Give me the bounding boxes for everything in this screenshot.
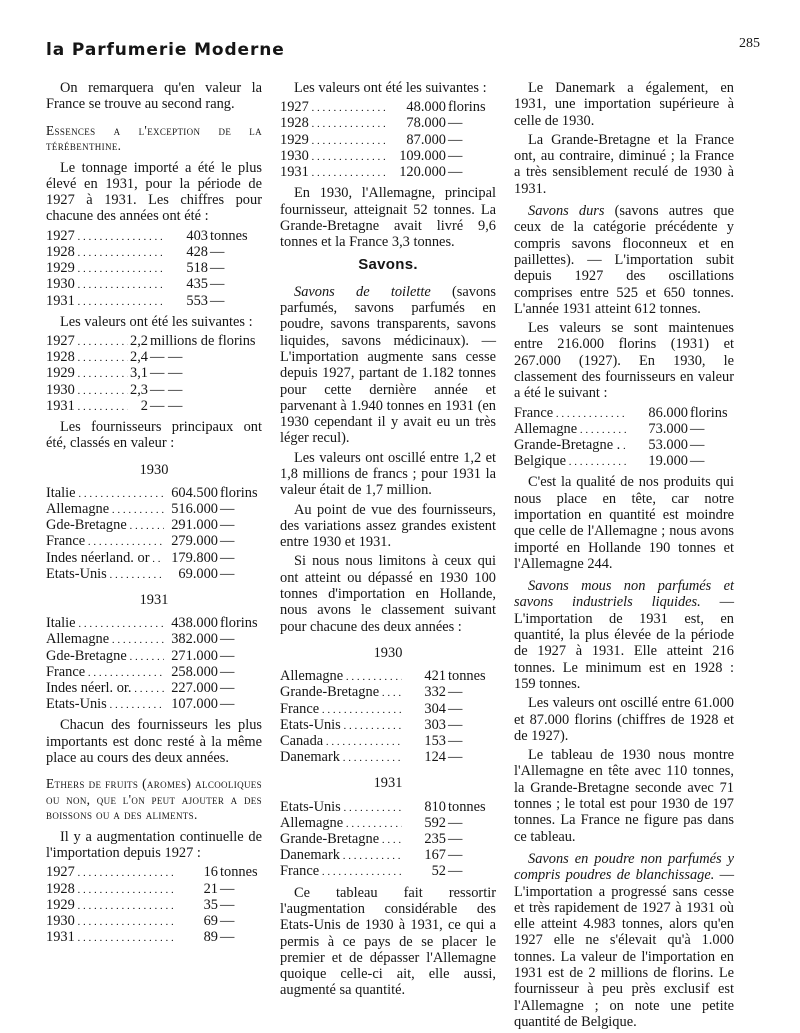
row-unit: — [448,684,463,701]
row-value: 35 [203,896,218,913]
row-value: 69.000 [178,565,218,582]
savons-mous-table-note: Le tableau de 1930 nous montre l'Allemagne en tête avec 110 tonnes, la Grande-Bretagne seconde avec 71 tonnes ; le total est pour 1930 de 197 tonnes. La France ne figure pas dans ce tableau. [514,747,734,845]
table-row [514,421,734,437]
row-unit: — — [150,381,183,398]
row-value: 435 [186,276,208,293]
table-row [46,260,262,276]
savons-heading: Savons. [358,256,418,274]
row-label: Allemagne . . . [280,815,402,831]
intro-paragraph: On remarquera qu'en valeur la France se trouve au second rang. [46,80,262,113]
row-unit: — [448,700,463,717]
row-label: Danemark . . . [280,847,402,863]
row-label: 1929 . . . [46,897,174,913]
table-row [46,501,262,517]
row-label: France . . . [514,405,628,421]
row-unit: — [220,912,235,929]
row-unit: — [448,814,463,831]
table-row [46,648,262,664]
table-row [46,485,262,501]
row-value: 21 [203,880,218,897]
table-row [46,349,262,365]
table-row [46,276,262,292]
table-row [280,749,496,765]
table-row [280,115,496,131]
savons-durs-table [514,405,734,470]
row-value: 89 [203,929,218,946]
row-unit: — [448,115,463,132]
suppliers-note: Chacun des fournisseurs les plus importants est donc resté à la même place au cours des deux années. [46,717,262,766]
row-unit: florins [220,615,258,632]
row-unit: — [448,863,463,880]
row-unit: — [220,647,235,664]
row-unit: — [220,549,235,566]
row-unit: — [210,260,225,277]
row-unit: — [220,631,235,648]
suppliers-1930-table [46,485,262,582]
table-row [46,864,262,880]
row-unit: tonnes [210,227,248,244]
page-header [46,36,760,70]
ethers-section-title: Ethers de fruits (aromes) alcooliques ou non, que l'on peut ajouter a des boissons ou a des aliments. [46,776,262,823]
row-unit: — — [150,397,183,414]
savons-toilette-paragraph [280,284,496,447]
row-value: 227.000 [171,680,218,697]
row-unit: — [220,680,235,697]
row-unit: — [220,896,235,913]
row-label: Canada . . . [280,733,402,749]
row-value: 403 [186,227,208,244]
row-value: 73.000 [648,420,688,437]
row-value: 518 [186,260,208,277]
column-1 [46,80,262,950]
row-label: Grande-Bretagne . . . [280,831,402,847]
row-unit: — [690,437,705,454]
row-unit: — [220,501,235,518]
row-label: 1931 . . . [280,164,386,180]
row-label: 1929 . . . [46,260,164,276]
row-value: 120.000 [399,164,446,181]
savons-durs-lead: Savons durs [528,203,605,220]
savons-mous-text: — L'importation de 1931 est, en quantité, la plus élevée de la période de 1927 à 1931. Elle atteint 216 tonnes. Le minimum est en 1928 : 159 tonnes. [514,594,734,692]
year-heading-1930: 1930 [139,461,169,478]
table-row [46,365,262,381]
suppliers-1931-table [46,615,262,712]
row-value: 271.000 [171,647,218,664]
savons-mous-values: Les valeurs ont oscillé entre 61.000 et 87.000 florins (chiffres de 1928 et de 1927). [514,695,734,744]
row-unit: — [220,696,235,713]
row-unit: — [220,663,235,680]
ethers-note: En 1930, l'Allemagne, principal fournisseur, atteignait 52 tonnes. La Grande-Bretagne avait livré 9,6 tonnes et la France 3,3 tonnes. [280,185,496,251]
savons-values-paragraph: Les valeurs ont oscillé entre 1,2 et 1,8 millions de francs ; pour 1931 la valeur était de 1,7 million. [280,449,496,499]
table-row [46,333,262,349]
rank-1930-table [280,668,496,765]
page-number: 285 [739,36,760,51]
row-label: 1930 . . . [46,276,164,292]
row-value: 109.000 [399,147,446,164]
row-label: 1928 . . . [280,115,386,131]
ethers-tonnage-table [46,864,262,945]
table-row [46,680,262,696]
savons-poudre-lead: Savons en poudre non parfumés y compris poudres de blanchissage. [514,850,734,884]
row-unit: — [448,831,463,848]
year-heading-1931: 1931 [139,591,169,608]
savons-durs-note: C'est la qualité de nos produits qui nous place en tête, car notre importation en quantité est moindre que celle de l'Allemagne ; nous avons importé en Hollande 190 tonnes et l'Allemagne 244. [514,474,734,572]
row-value: 179.800 [171,549,218,566]
row-label: Italie . . . [46,485,164,501]
table-row [280,733,496,749]
row-unit: tonnes [220,864,258,881]
suppliers-intro: Les fournisseurs principaux ont été, classés en valeur : [46,418,262,452]
journal-title: la Parfumerie Moderne [46,40,285,60]
row-label: Etats-Unis . . . [46,696,164,712]
table-row [280,684,496,700]
savons-closing-paragraph: Ce tableau fait ressortir l'augmentation considérable des Etats-Unis de 1930 à 1931, ce qui a permis à ce pays de se placer le premier et de dépasser l'Allemagne quoique celle-ci ait, elle aussi, augmenté sa quantité. [280,884,496,999]
row-value: 48.000 [406,99,446,116]
row-unit: — [448,733,463,749]
table-row [46,244,262,260]
table-row [46,228,262,244]
row-label: Allemagne . . . [46,501,164,517]
row-value: 87.000 [406,131,446,148]
table-row [280,99,496,115]
row-label: Indes néerl. or. . . . [46,680,164,696]
row-unit: tonnes [448,668,486,685]
table-row [280,863,496,879]
row-unit: — [220,880,235,897]
row-unit: — [210,276,225,293]
savons-suppliers-paragraph: Au point de vue des fournisseurs, des variations assez grandes existent entre 1930 et 1931. [280,501,496,551]
table-row [280,668,496,684]
row-unit: — [448,131,463,148]
row-label: Gde-Bretagne . . . [46,648,164,664]
row-unit: — [220,929,235,946]
row-value: 382.000 [171,631,218,648]
row-label: France . . . [280,701,402,717]
table-row [46,897,262,913]
row-value: 516.000 [171,501,218,518]
table-row [46,929,262,945]
table-row [280,831,496,847]
savons-limit-paragraph: Si nous nous limitons à ceux qui ont atteint ou dépassé en 1930 100 tonnes d'importation en Hollande, nous avons le classement suivant pour chacune des deux années : [280,553,496,635]
row-label: 1928 . . . [46,244,164,260]
table-row [46,664,262,680]
table-row [514,405,734,421]
row-label: Etats-Unis . . . [280,717,402,733]
row-label: 1930 . . . [46,382,128,398]
row-unit: — [448,749,463,766]
row-unit: millions de florins [150,333,256,350]
savons-durs-paragraph [514,203,734,317]
row-value: 53.000 [648,437,688,454]
savons-mous-paragraph [514,578,734,692]
row-unit: — [448,147,463,164]
column-3 [514,80,734,1033]
table-row [280,815,496,831]
row-value: 810 [424,798,446,815]
row-label: Allemagne . . . [280,668,402,684]
row-label: 1929 . . . [46,365,128,381]
row-value: 553 [186,292,208,309]
row-value: 52 [431,863,446,880]
savons-durs-values: Les valeurs se sont maintenues entre 216.000 florins (1931) et 267.000 (1927). En 1930, le classement des fournisseurs en valeur a été le suivant : [514,320,734,402]
row-unit: tonnes [448,798,486,815]
row-value: 438.000 [171,615,218,632]
table-row [280,148,496,164]
row-unit: — [448,847,463,864]
row-label: Etats-Unis . . . [46,566,164,582]
row-unit: — [220,533,235,550]
row-value: 2,4 [130,349,148,366]
table-row [280,847,496,863]
row-label: Belgique . . . [514,453,628,469]
row-label: France . . . [46,533,164,549]
row-value: 421 [424,668,446,685]
essences-paragraph: Le tonnage importé a été le plus élevé en 1931, pour la période de 1927 à 1931. Les chiffres pour chacune des années ont été : [46,159,262,225]
row-value: 124 [424,749,446,766]
essences-section-title: Essences a l'exception de la térébenthine. [46,122,262,154]
row-value: 235 [424,831,446,848]
row-value: 2,3 [130,381,148,398]
savons-poudre-text: — L'importation a progressé sans cesse et très rapidement de 1927 à 1931 où elle atteint 4.983 tonnes, alors qu'en 1927 elle ne s'élevait qu'à 1.000 tonnes. La valeur de l'importation en 1931 est de 2 millions de florins. Le fournisseur à peu près exclusif est l'Allemagne ; on note une petite quantité de Belgique. [514,867,734,1030]
row-label: 1927 . . . [280,99,386,115]
table-row [46,631,262,647]
rank-year-1930: 1930 [373,644,403,661]
row-label: Gde-Bretagne . . . [46,517,164,533]
savons-toilette-text: (savons parfumés, savons parfumés en poudre, savons transparents, savons liquides, savons médicinaux). — L'importation augmente sans cesse depuis 1927, partant de 1.182 tonnes pour cette dernière année et parvenant à 1.940 tonnes en 1931 (en 1930 cependant il y avait eu un très léger recul). [280,283,496,447]
row-label: 1931 . . . [46,929,174,945]
table-row [46,517,262,533]
column-2 [280,80,496,1002]
row-label: Allemagne . . . [46,631,164,647]
essences-values-table [46,333,262,414]
row-label: France . . . [280,863,402,879]
row-value: 291.000 [171,517,218,534]
row-value: 69 [203,912,218,929]
row-unit: florins [220,484,258,501]
savons-durs-text: (savons autres que ceux de la catégorie précédente y compris savons floconneux et en paillettes). — L'importation subit depuis 1927 des oscillations comprises entre 525 et 650 tonnes. L'année 1931 atteint 612 tonnes. [514,203,734,317]
row-value: 332 [424,684,446,701]
row-label: Etats-Unis . . . [280,799,402,815]
row-value: 86.000 [648,404,688,421]
savons-toilette-lead: Savons de toilette [294,283,431,300]
row-unit: florins [448,99,486,116]
table-row [280,717,496,733]
row-label: Indes néerland. or . . . [46,550,164,566]
row-value: 2,2 [130,333,148,350]
table-row [46,382,262,398]
row-unit: — [448,164,463,181]
table-row [280,164,496,180]
row-value: 258.000 [171,663,218,680]
row-unit: — [690,420,705,437]
row-value: 303 [424,716,446,733]
ethers-values-table [280,99,496,180]
table-row [46,696,262,712]
row-label: Grande-Bretagne . . . . [514,437,628,453]
row-label: 1927 . . . [46,864,174,880]
rank-1931-table [280,799,496,880]
table-row [280,132,496,148]
table-row [46,913,262,929]
row-unit: florins [690,404,728,421]
row-unit: — — [150,349,183,366]
row-unit: — [210,243,225,260]
savons-poudre-paragraph [514,851,734,1030]
row-value: 19.000 [648,453,688,470]
gb-france-paragraph: La Grande-Bretagne et la France ont, au contraire, diminué ; la France a très sensiblement reculé de 1930 à 1931. [514,131,734,197]
table-row [514,437,734,453]
row-value: 604.500 [171,484,218,501]
row-value: 78.000 [406,115,446,132]
row-unit: — [690,453,705,470]
table-row [46,293,262,309]
row-value: 304 [424,700,446,717]
row-value: 3,1 [130,365,148,382]
table-row [46,533,262,549]
table-row [46,550,262,566]
row-label: 1929 . . . [280,132,386,148]
row-label: 1931 . . . [46,398,128,414]
row-label: 1931 . . . [46,293,164,309]
row-unit: — [220,517,235,534]
table-row [46,881,262,897]
row-label: Allemagne . . . [514,421,628,437]
row-value: 2 [140,397,148,414]
row-label: 1930 . . . [280,148,386,164]
row-label: Italie . . . [46,615,164,631]
row-value: 16 [203,864,218,881]
table-row [46,615,262,631]
essences-tonnage-table [46,228,262,309]
danemark-paragraph: Le Danemark a également, en 1931, une importation supérieure à celle de 1930. [514,80,734,129]
row-unit: — — [150,365,183,382]
row-value: 428 [186,243,208,260]
savons-mous-lead: Savons mous non parfumés et savons industriels liquides. [514,578,734,611]
row-label: 1927 . . . [46,228,164,244]
essences-values-intro: Les valeurs ont été les suivantes : [60,313,253,330]
row-value: 279.000 [171,533,218,550]
row-label: 1928 . . . [46,349,128,365]
row-value: 107.000 [171,696,218,713]
row-value: 592 [424,814,446,831]
row-value: 167 [424,847,446,864]
row-label: 1928 . . . [46,881,174,897]
table-row [46,566,262,582]
row-value: 153 [424,733,446,749]
row-label: 1930 . . . [46,913,174,929]
ethers-paragraph: Il y a augmentation continuelle de l'importation depuis 1927 : [46,828,262,862]
row-label: 1927 . . . [46,333,128,349]
table-row [280,799,496,815]
row-unit: — [448,716,463,733]
rank-year-1931: 1931 [373,775,403,792]
table-row [46,398,262,414]
table-row [514,453,734,469]
ethers-values-intro: Les valeurs ont été les suivantes : [294,80,487,96]
row-label: Grande-Bretagne . . . [280,684,402,700]
table-row [280,701,496,717]
row-unit: — [210,292,225,309]
row-label: Danemark . . . [280,749,402,765]
row-label: France . . . [46,664,164,680]
row-unit: — [220,565,235,582]
